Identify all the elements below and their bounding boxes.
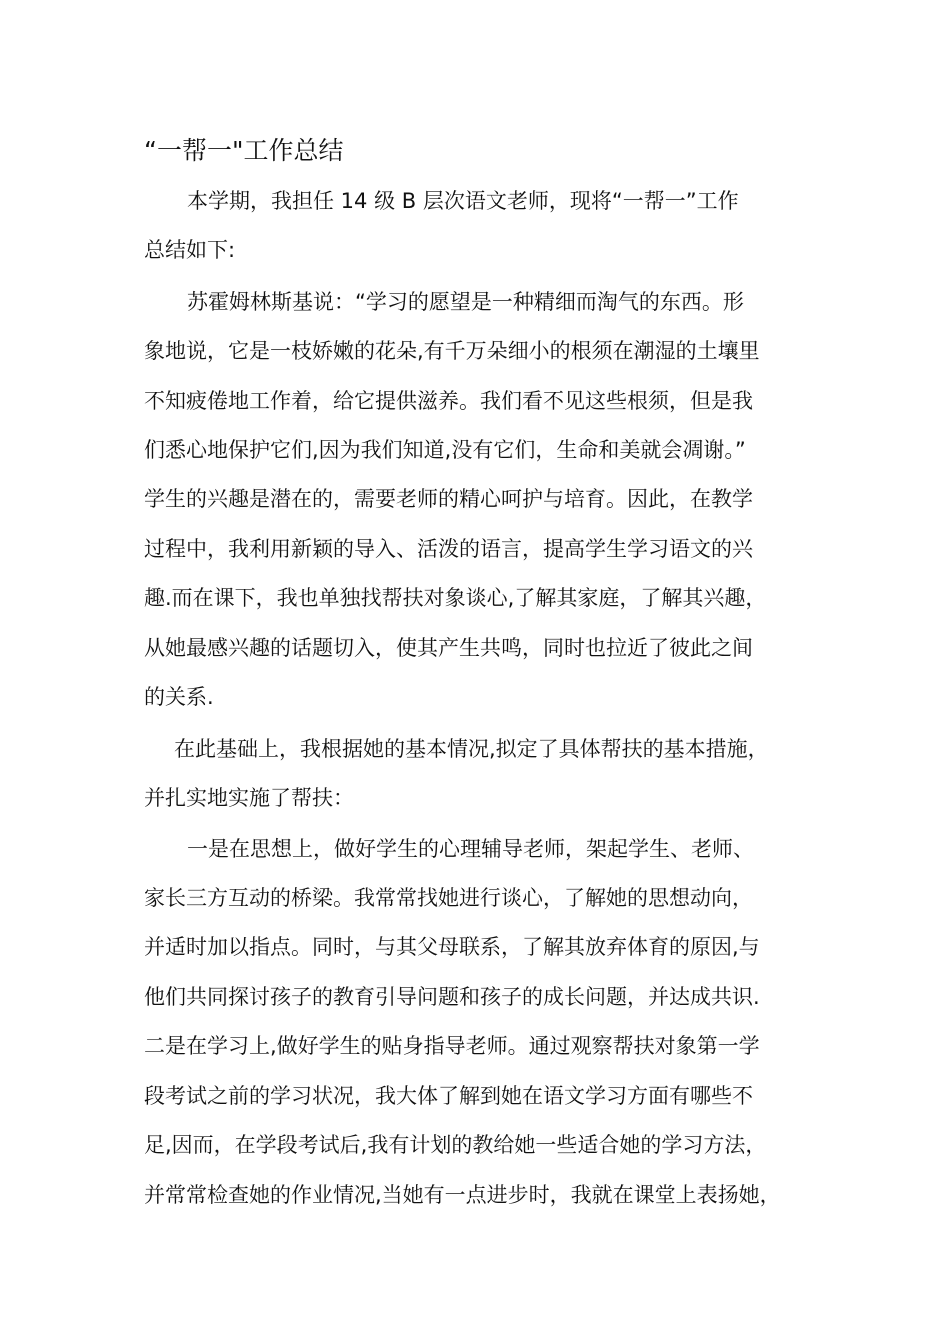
text-line-10: 从她最感兴趣的话题切入，使其产生共鸣，同时也拉近了彼此之间 — [144, 636, 753, 660]
document-title: “一帮一"工作总结 — [144, 136, 344, 165]
text-line-4: 象地说，它是一枝娇嫩的花朵,有千万朵细小的根须在潮湿的土壤里 — [144, 339, 760, 363]
text-line-3: 苏霍姆林斯基说：“学习的愿望是一种精细而淘气的东西。形 — [187, 290, 744, 314]
text-line-12: 在此基础上，我根据她的基本情况,拟定了具体帮扶的基本措施， — [174, 737, 769, 761]
text-line-20: 足,因而，在学段考试后,我有计划的教给她一些适合她的学习方法， — [144, 1133, 767, 1157]
text-line-15: 家长三方互动的桥梁。我常常找她进行谈心，了解她的思想动向， — [144, 886, 753, 910]
text-line-9: 趣.而在课下，我也单独找帮扶对象谈心,了解其家庭，了解其兴趣， — [144, 586, 767, 610]
text-line-16: 并适时加以指点。同时，与其父母联系，了解其放弃体育的原因,与 — [144, 935, 760, 959]
text-line-21: 并常常检查她的作业情况,当她有一点进步时，我就在课堂上表扬她， — [144, 1183, 781, 1207]
text-line-13: 并扎实地实施了帮扶： — [144, 786, 354, 810]
text-line-19: 段考试之前的学习状况，我大体了解到她在语文学习方面有哪些不 — [144, 1084, 753, 1108]
text-line-7: 学生的兴趣是潜在的，需要老师的精心呵护与培育。因此，在教学 — [144, 487, 753, 511]
text-line-5: 不知疲倦地工作着，给它提供滋养。我们看不见这些根须，但是我 — [144, 389, 753, 413]
text-line-8: 过程中，我利用新颖的导入、活泼的语言，提高学生学习语文的兴 — [144, 537, 753, 561]
text-line-18: 二是在学习上,做好学生的贴身指导老师。通过观察帮扶对象第一学 — [144, 1034, 760, 1058]
text-line-6: 们悉心地保护它们,因为我们知道,没有它们，生命和美就会凋谢。” — [144, 438, 746, 462]
text-line-1: 本学期，我担任 14 级 B 层次语文老师，现将“一帮一”工作 — [187, 189, 739, 213]
text-line-14: 一是在思想上，做好学生的心理辅导老师，架起学生、老师、 — [187, 837, 754, 861]
text-line-11: 的关系. — [144, 685, 214, 709]
text-line-17: 他们共同探讨孩子的教育引导问题和孩子的成长问题，并达成共识. — [144, 985, 760, 1009]
text-line-2: 总结如下: — [144, 238, 236, 262]
